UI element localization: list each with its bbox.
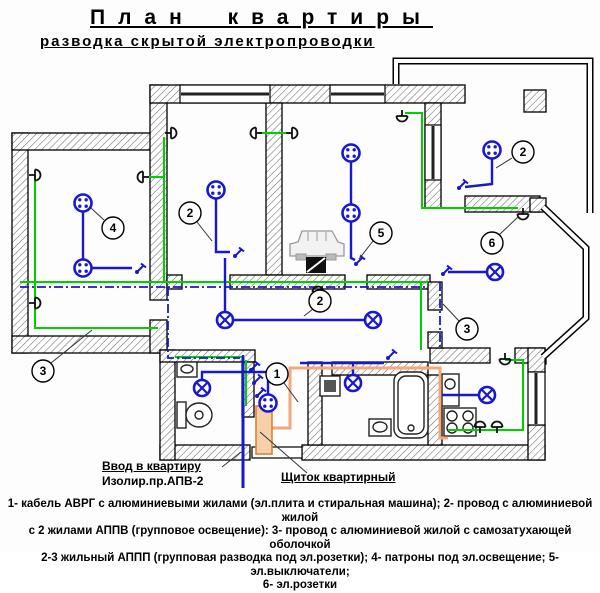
callout-2-corridor	[304, 290, 331, 316]
legend-line-3: 2-3 жильный АППП (групповая разводка под эл.розетки); 4- патроны под эл.освещение; 5- эл.выключатели;	[41, 552, 559, 578]
washing-machine	[320, 376, 340, 396]
wall-segment	[308, 362, 322, 445]
wall-segment	[430, 348, 490, 363]
page-subtitle: разводка скрытой электропроводки	[40, 33, 375, 50]
switch-icon	[441, 266, 452, 277]
ceiling-lamp-icon	[484, 142, 501, 159]
ceiling-lamp-icon	[345, 375, 361, 391]
ceiling-lamp-icon	[487, 264, 503, 280]
legend-line-2: с 2 жилами АППВ (групповое освещение): 3- провод с алюминиевой жилой с самозатухающей оболочкой	[28, 525, 572, 551]
ceiling-lamp-icon	[343, 205, 360, 222]
bathroom-sink	[369, 419, 391, 436]
wall-segment	[465, 196, 540, 212]
socket-icon	[138, 172, 150, 183]
ceiling-lamp-icon	[208, 182, 225, 199]
socket-icon	[251, 128, 263, 139]
svg-text:5: 5	[377, 226, 385, 240]
window	[330, 85, 385, 103]
window	[528, 372, 545, 425]
switch-icon	[386, 350, 397, 361]
switch-icon	[233, 248, 244, 259]
wall-segment	[12, 133, 167, 150]
label-panel: Щиток квартирный	[281, 470, 396, 484]
apartment-panel	[256, 406, 272, 454]
svg-text:2: 2	[186, 206, 194, 220]
switch-icon	[354, 256, 365, 267]
ceiling-lamp-icon	[217, 312, 233, 328]
svg-text:4: 4	[109, 221, 117, 235]
vent-shaft	[524, 90, 546, 112]
label-entry-line1: Ввод в квартиру	[102, 459, 201, 473]
wall-segment	[150, 320, 167, 353]
tv-unit	[306, 257, 326, 273]
ceiling-lamp-icon	[479, 387, 495, 403]
ceiling-lamp-icon	[365, 312, 381, 328]
label-entry-line2: Изолир.пр.АПВ-2	[102, 474, 204, 488]
wall-segment	[12, 133, 28, 353]
window	[425, 125, 441, 180]
bay-window	[543, 207, 586, 357]
svg-text:3: 3	[39, 364, 47, 378]
kitchen-stove	[444, 408, 476, 436]
switch-icon	[457, 180, 468, 191]
socket-icon	[29, 170, 41, 181]
ceiling-lamp-icon	[75, 195, 92, 212]
legend-line-1: 1- кабель АВРГ с алюминиевыми жилами (эл.плита и стиральная машина); 2- провод с алюминиевой жилой	[7, 498, 593, 524]
wall-segment	[302, 445, 545, 460]
callout-5	[359, 222, 392, 259]
legend-line-4: 6- эл.розетки	[262, 579, 338, 591]
socket-icon	[397, 110, 408, 122]
wall-segment	[528, 425, 545, 460]
ceiling-lamp-icon	[194, 380, 210, 396]
bathtub	[394, 372, 428, 438]
svg-text:1: 1	[273, 367, 281, 381]
socket-icon	[500, 353, 511, 365]
toilet-bowl	[177, 402, 212, 428]
window	[180, 85, 270, 103]
callout-6	[481, 217, 518, 254]
callout-2-room-a	[179, 202, 212, 241]
ceiling-lamp-icon	[75, 260, 92, 277]
socket-icon	[492, 422, 503, 434]
svg-text:2: 2	[519, 145, 527, 159]
car-figure	[290, 231, 344, 260]
label-entry	[102, 459, 203, 489]
ceiling-lamp-icon	[343, 145, 360, 162]
switch-icon	[135, 264, 146, 275]
ceiling-lamp-icon	[260, 395, 277, 412]
callout-2-balcony	[496, 141, 534, 168]
svg-text:2: 2	[316, 294, 324, 308]
wall-segment	[528, 348, 545, 372]
socket-icon	[29, 298, 41, 309]
wall-segment	[266, 103, 282, 275]
page-title: План квартиры	[90, 6, 433, 29]
wall-segment	[12, 336, 167, 353]
wash-basin-wc	[177, 362, 197, 377]
wall-segment	[160, 350, 175, 460]
svg-text:3: 3	[463, 322, 471, 336]
socket-icon	[286, 128, 298, 139]
kitchen-sink	[442, 374, 459, 406]
legend-text	[0, 498, 600, 593]
callout-4	[91, 208, 124, 239]
svg-text:6: 6	[488, 236, 496, 250]
callout-3-right	[443, 304, 478, 340]
